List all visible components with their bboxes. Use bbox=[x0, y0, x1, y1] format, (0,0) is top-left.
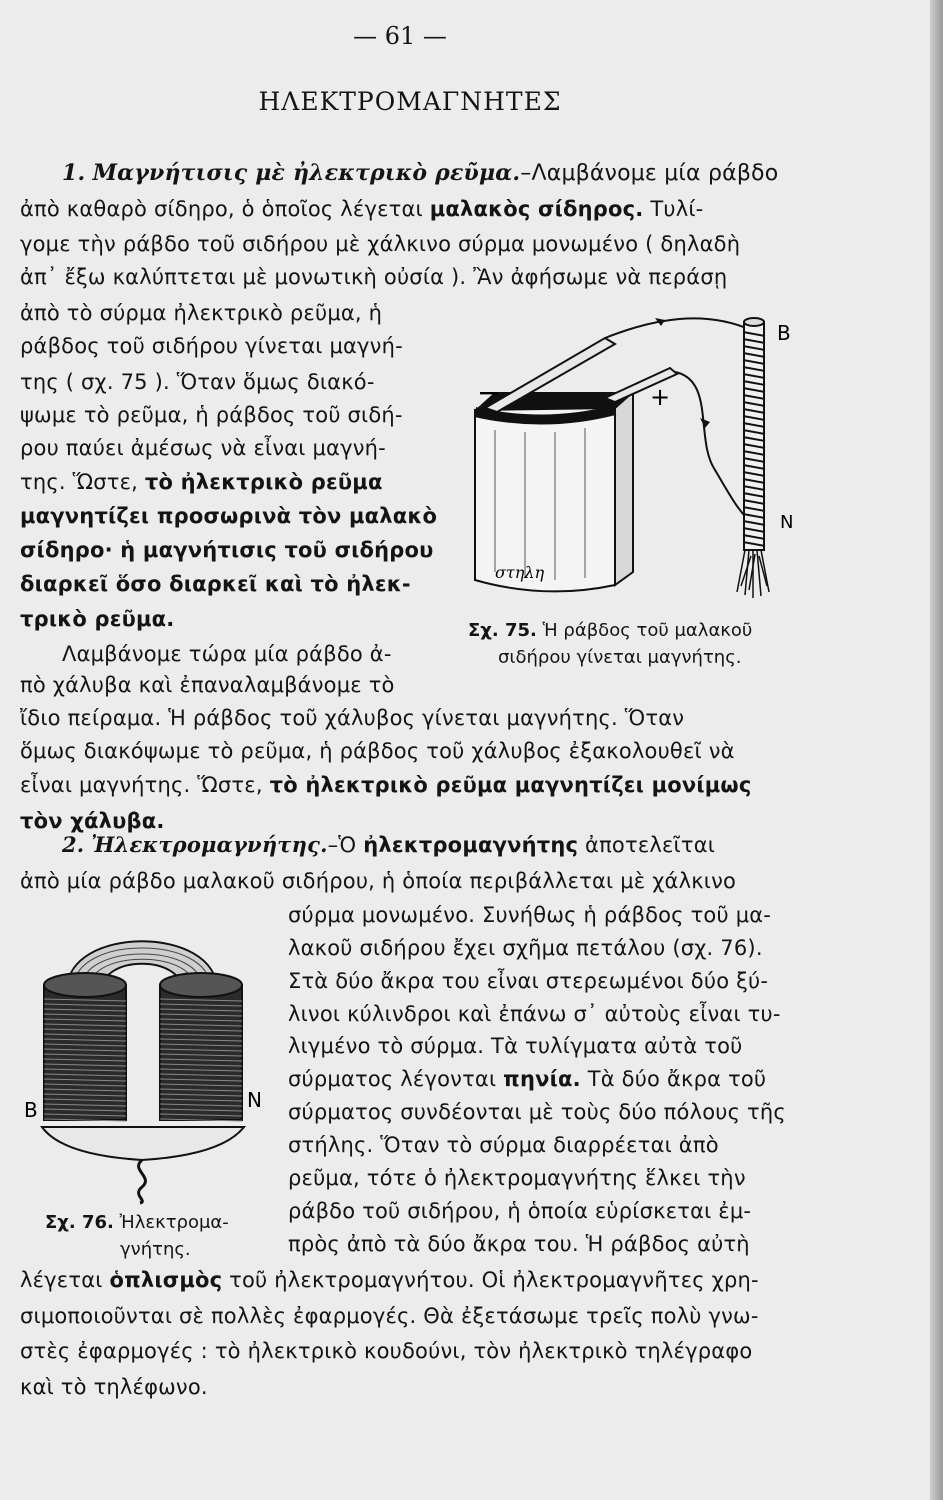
text-line: ρου παύει ἀμέσως νὰ εἶναι μαγνή- bbox=[20, 436, 386, 460]
text-span: Τυλί- bbox=[650, 197, 704, 221]
section2-number: 2. bbox=[62, 832, 85, 857]
text-line: ἀπ᾽ ἔξω καλύπτεται μὲ μονωτικὴ οὐσία ). Ἂν ἀφήσωμε νὰ περάσῃ bbox=[20, 265, 728, 289]
armature bbox=[42, 1127, 244, 1160]
text-line bbox=[20, 1265, 759, 1295]
battery-label: στηλη bbox=[495, 563, 545, 582]
text-line: στὲς ἐφαρμογές : τὸ ἠλεκτρικὸ κουδούνι, τὸν ἠλεκτρικὸ τηλέγραφο bbox=[20, 1339, 753, 1363]
text-line: λακοῦ σιδήρου ἔχει σχῆμα πετάλου (σχ. 76). bbox=[288, 936, 763, 960]
text-line: Στὰ δύο ἄκρα του εἶναι στερεωμένοι δύο ξύ- bbox=[288, 969, 769, 993]
label-plus: + bbox=[650, 383, 671, 411]
left-coil-top bbox=[44, 973, 126, 997]
label-n: N bbox=[780, 512, 794, 533]
text-span: –Ὁ bbox=[327, 833, 357, 857]
emphasis-line: τὸν χάλυβα. bbox=[20, 809, 165, 833]
text-line: σύρμα μονωμένο. Συνήθως ἡ ράβδος τοῦ μα- bbox=[288, 903, 772, 927]
text-line bbox=[20, 467, 383, 497]
section1-number: 1. bbox=[62, 160, 86, 186]
text-span: σύρματος λέγονται bbox=[288, 1067, 497, 1091]
chapter-heading: ΗΛΕΚΤΡΟΜΑΓΝΗΤΕΣ bbox=[258, 87, 562, 116]
text-line: ράβδος τοῦ σιδήρου γίνεται μαγνή- bbox=[20, 334, 403, 358]
text-line: γομε τὴν ράβδο τοῦ σιδήρου μὲ χάλκινο σύρμα μονωμένο ( δηλαδὴ bbox=[20, 232, 741, 256]
section2-title: Ἠλεκτρομαγνήτης. bbox=[91, 832, 328, 857]
text-line bbox=[288, 1064, 766, 1094]
figure-75-caption-line2: σιδήρου γίνεται μαγνήτης. bbox=[498, 647, 742, 668]
figure-76-caption bbox=[45, 1210, 229, 1236]
text-span: Τὰ δύο ἄκρα τοῦ bbox=[587, 1067, 767, 1091]
page-edge bbox=[930, 0, 943, 1500]
text-span: ἀπὸ καθαρὸ σίδηρο, ὁ ὁποῖος λέγεται bbox=[20, 197, 423, 221]
text-line: λιγμένο τὸ σύρμα. Τὰ τυλίγματα αὐτὰ τοῦ bbox=[288, 1034, 743, 1058]
caption-text: Ἠλεκτρομα- bbox=[119, 1212, 229, 1233]
label-n: N bbox=[247, 1088, 262, 1112]
text-span: της. Ὥστε, bbox=[20, 470, 139, 494]
section1-heading-line bbox=[62, 158, 778, 189]
text-line bbox=[20, 194, 703, 224]
wire-top bbox=[605, 318, 751, 338]
figure-75-caption bbox=[468, 618, 752, 644]
figure-76-caption-line2: γνήτης. bbox=[120, 1239, 191, 1260]
text-line: στήλης. Ὅταν τὸ σύρμα διαρρέεται ἀπὸ bbox=[288, 1133, 719, 1157]
caption-number: Σχ. 75. bbox=[468, 620, 537, 641]
term-malakos-sidiros: μαλακὸς σίδηρος. bbox=[429, 197, 644, 221]
rod-top bbox=[744, 318, 764, 326]
figure-75-illustration bbox=[455, 310, 815, 615]
text-span: ἀποτελεῖται bbox=[585, 833, 716, 857]
text-line: ὅμως διακόψωμε τὸ ρεῦμα, ἡ ράβδος τοῦ χάλυβος ἐξακολουθεῖ νὰ bbox=[20, 739, 735, 763]
term-armature: ὁπλισμὸς bbox=[109, 1268, 223, 1292]
text-line: καὶ τὸ τηλέφωνο. bbox=[20, 1375, 208, 1399]
text-span: εἶναι μαγνήτης. Ὥστε, bbox=[20, 773, 263, 797]
emphasis-text: τὸ ἠλεκτρικὸ ρεῦμα bbox=[144, 470, 383, 494]
term-electromagnet: ἠλεκτρομαγνήτης bbox=[363, 833, 579, 857]
page-number: — 61 — bbox=[353, 22, 447, 50]
text-line: Λαμβάνομε τώρα μία ράβδο ἀ- bbox=[62, 642, 392, 666]
text-line: πὸ χάλυβα καὶ ἐπαναλαμβάνομε τὸ bbox=[20, 673, 395, 697]
text-line: ἀπὸ τὸ σύρμα ἠλεκτρικὸ ρεῦμα, ἡ bbox=[20, 301, 383, 325]
iron-filings bbox=[737, 550, 769, 598]
text-line: σύρματος συνδέονται μὲ τοὺς δύο πόλους τῆς bbox=[288, 1100, 786, 1124]
text-line: σιμοποιοῦνται σὲ πολλὲς ἐφαρμογές. Θὰ ἐξετάσωμε τρεῖς πολὺ γνω- bbox=[20, 1304, 759, 1328]
hook bbox=[139, 1160, 146, 1203]
text-line: ἀπὸ μία ράβδο μαλακοῦ σιδήρου, ἡ ὁποία περιβάλλεται μὲ χάλκινο bbox=[20, 869, 737, 893]
text-span: τοῦ ἠλεκτρομαγνήτου. Οἱ ἠλεκτρομαγνῆτες χρη- bbox=[229, 1268, 759, 1292]
text-line: ἴδιο πείραμα. Ἡ ράβδος τοῦ χάλυβος γίνεται μαγνήτης. Ὅταν bbox=[20, 706, 685, 730]
caption-text: Ἡ ράβδος τοῦ μαλακοῦ bbox=[542, 620, 753, 641]
arrow-icon bbox=[700, 418, 710, 428]
emphasis-line: τρικὸ ρεῦμα. bbox=[20, 607, 175, 631]
caption-number: Σχ. 76. bbox=[45, 1212, 114, 1233]
label-minus: − bbox=[477, 376, 501, 409]
text-line: ράβδο τοῦ σιδήρου, ἡ ὁποία εὑρίσκεται ἐμ- bbox=[288, 1199, 752, 1223]
text-line: ρεῦμα, τότε ὁ ἠλεκτρομαγνήτης ἕλκει τὴν bbox=[288, 1166, 746, 1190]
text-span: λέγεται bbox=[20, 1268, 103, 1292]
text-line bbox=[20, 770, 752, 800]
battery-side bbox=[615, 392, 633, 585]
text-line: ψωμε τὸ ρεῦμα, ἡ ράβδος τοῦ σιδή- bbox=[20, 403, 403, 427]
label-b: B bbox=[24, 1098, 38, 1122]
term-coils: πηνία. bbox=[503, 1067, 581, 1091]
emphasis-text: τὸ ἠλεκτρικὸ ρεῦμα μαγνητίζει μονίμως bbox=[269, 773, 752, 797]
emphasis-line: διαρκεῖ ὅσο διαρκεῖ καὶ τὸ ἠλεκ- bbox=[20, 572, 411, 596]
text-line: πρὸς ἀπὸ τὰ δύο ἄκρα του. Ἡ ράβδος αὐτὴ bbox=[288, 1232, 750, 1256]
text-line: λινοι κύλινδροι καὶ ἐπάνω σ᾽ αὐτοὺς εἶναι τυ- bbox=[288, 1002, 781, 1026]
text-line: της ( σχ. 75 ). Ὅταν ὅμως διακό- bbox=[20, 370, 375, 394]
section1-title: Μαγνήτισις μὲ ἠλεκτρικὸ ρεῦμα. bbox=[92, 160, 521, 186]
emphasis-line: σίδηρο· ἡ μαγνήτισις τοῦ σιδήρου bbox=[20, 538, 434, 562]
text-line: –Λαμβάνομε μία ράβδο bbox=[520, 161, 779, 186]
figure-76-illustration bbox=[22, 915, 272, 1205]
label-b: B bbox=[777, 321, 791, 345]
right-coil-top bbox=[160, 973, 242, 997]
section2-heading-line bbox=[62, 830, 715, 860]
emphasis-line: μαγνητίζει προσωρινὰ τὸν μαλακὸ bbox=[20, 504, 438, 528]
